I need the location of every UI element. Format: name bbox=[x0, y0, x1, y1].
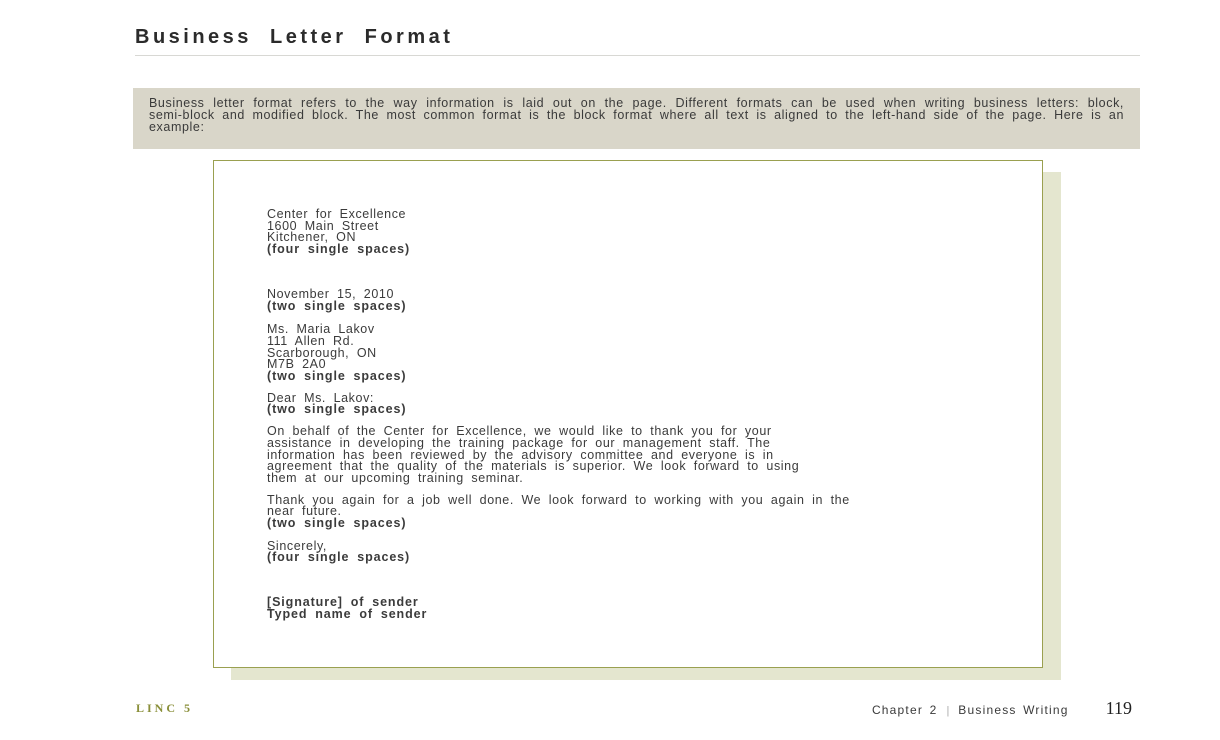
footer-page-number: 119 bbox=[1105, 698, 1132, 718]
letter-spacing-note: (two single spaces) bbox=[267, 516, 407, 531]
footer-edition-label: LINC 5 bbox=[136, 701, 194, 715]
letter-spacing-note: (two single spaces) bbox=[267, 298, 407, 313]
letter-line: 1600 Main Street bbox=[267, 218, 379, 233]
letter-spacing-note: (four single spaces) bbox=[267, 550, 411, 565]
letter-line: M7B 2A0 bbox=[267, 357, 327, 372]
letter-line: near future. bbox=[267, 504, 342, 519]
letter-block bbox=[267, 390, 994, 417]
letter-line: Scarborough, ON bbox=[267, 345, 377, 360]
letter-line: 111 Allen Rd. bbox=[267, 333, 355, 348]
letter-block bbox=[267, 286, 994, 313]
letter-line: assistance in developing the training package for our management staff. The bbox=[267, 435, 771, 450]
letter-example-sheet bbox=[213, 160, 1043, 668]
letter-line: Dear Ms. Lakov: bbox=[267, 390, 375, 405]
letter-spacing-note: (four single spaces) bbox=[267, 242, 411, 257]
intro-text: Business letter format refers to the way information is laid out on the page. Different formats can be used when writing business letters: block, semi-block and modified block. The most common format is the block format where all text is aligned to the left-hand side of the page. Here is an example: bbox=[149, 96, 1124, 134]
letter-line: information has been reviewed by the advisory committee and everyone is in bbox=[267, 447, 774, 462]
letter-line: Kitchener, ON bbox=[267, 230, 357, 245]
letter-line: Ms. Maria Lakov bbox=[267, 322, 375, 337]
page-title: Business Letter Format bbox=[135, 26, 454, 48]
letter-block bbox=[267, 492, 994, 531]
letter-block bbox=[267, 324, 994, 383]
intro-note-box bbox=[133, 88, 1140, 149]
letter-line: Thank you again for a job well done. We look forward to working with you again in the bbox=[267, 492, 850, 507]
letter-spacing-note: (two single spaces) bbox=[267, 402, 407, 417]
footer-section: Business Writing bbox=[958, 703, 1069, 717]
letter-block bbox=[267, 209, 994, 256]
letter-spacing-note: [Signature] of sender bbox=[267, 595, 419, 610]
letter-line: November 15, 2010 bbox=[267, 286, 394, 301]
letter-line: On behalf of the Center for Excellence, we would like to thank you for your bbox=[267, 424, 772, 439]
letter-line: agreement that the quality of the materials is superior. We look forward to using bbox=[267, 459, 800, 474]
letter-block bbox=[267, 426, 994, 485]
letter-block bbox=[267, 538, 994, 565]
letter-spacing-note: (two single spaces) bbox=[267, 369, 407, 384]
letter-line: Sincerely, bbox=[267, 538, 327, 553]
letter-spacing-note: Typed name of sender bbox=[267, 606, 428, 621]
footer bbox=[872, 698, 1132, 719]
footer-separator: | bbox=[946, 705, 950, 717]
letter-line: them at our upcoming training seminar. bbox=[267, 470, 524, 485]
letter-block bbox=[267, 597, 994, 620]
title-divider bbox=[135, 55, 1140, 56]
footer-chapter: Chapter 2 bbox=[871, 703, 938, 717]
letter-line: Center for Excellence bbox=[267, 207, 407, 221]
